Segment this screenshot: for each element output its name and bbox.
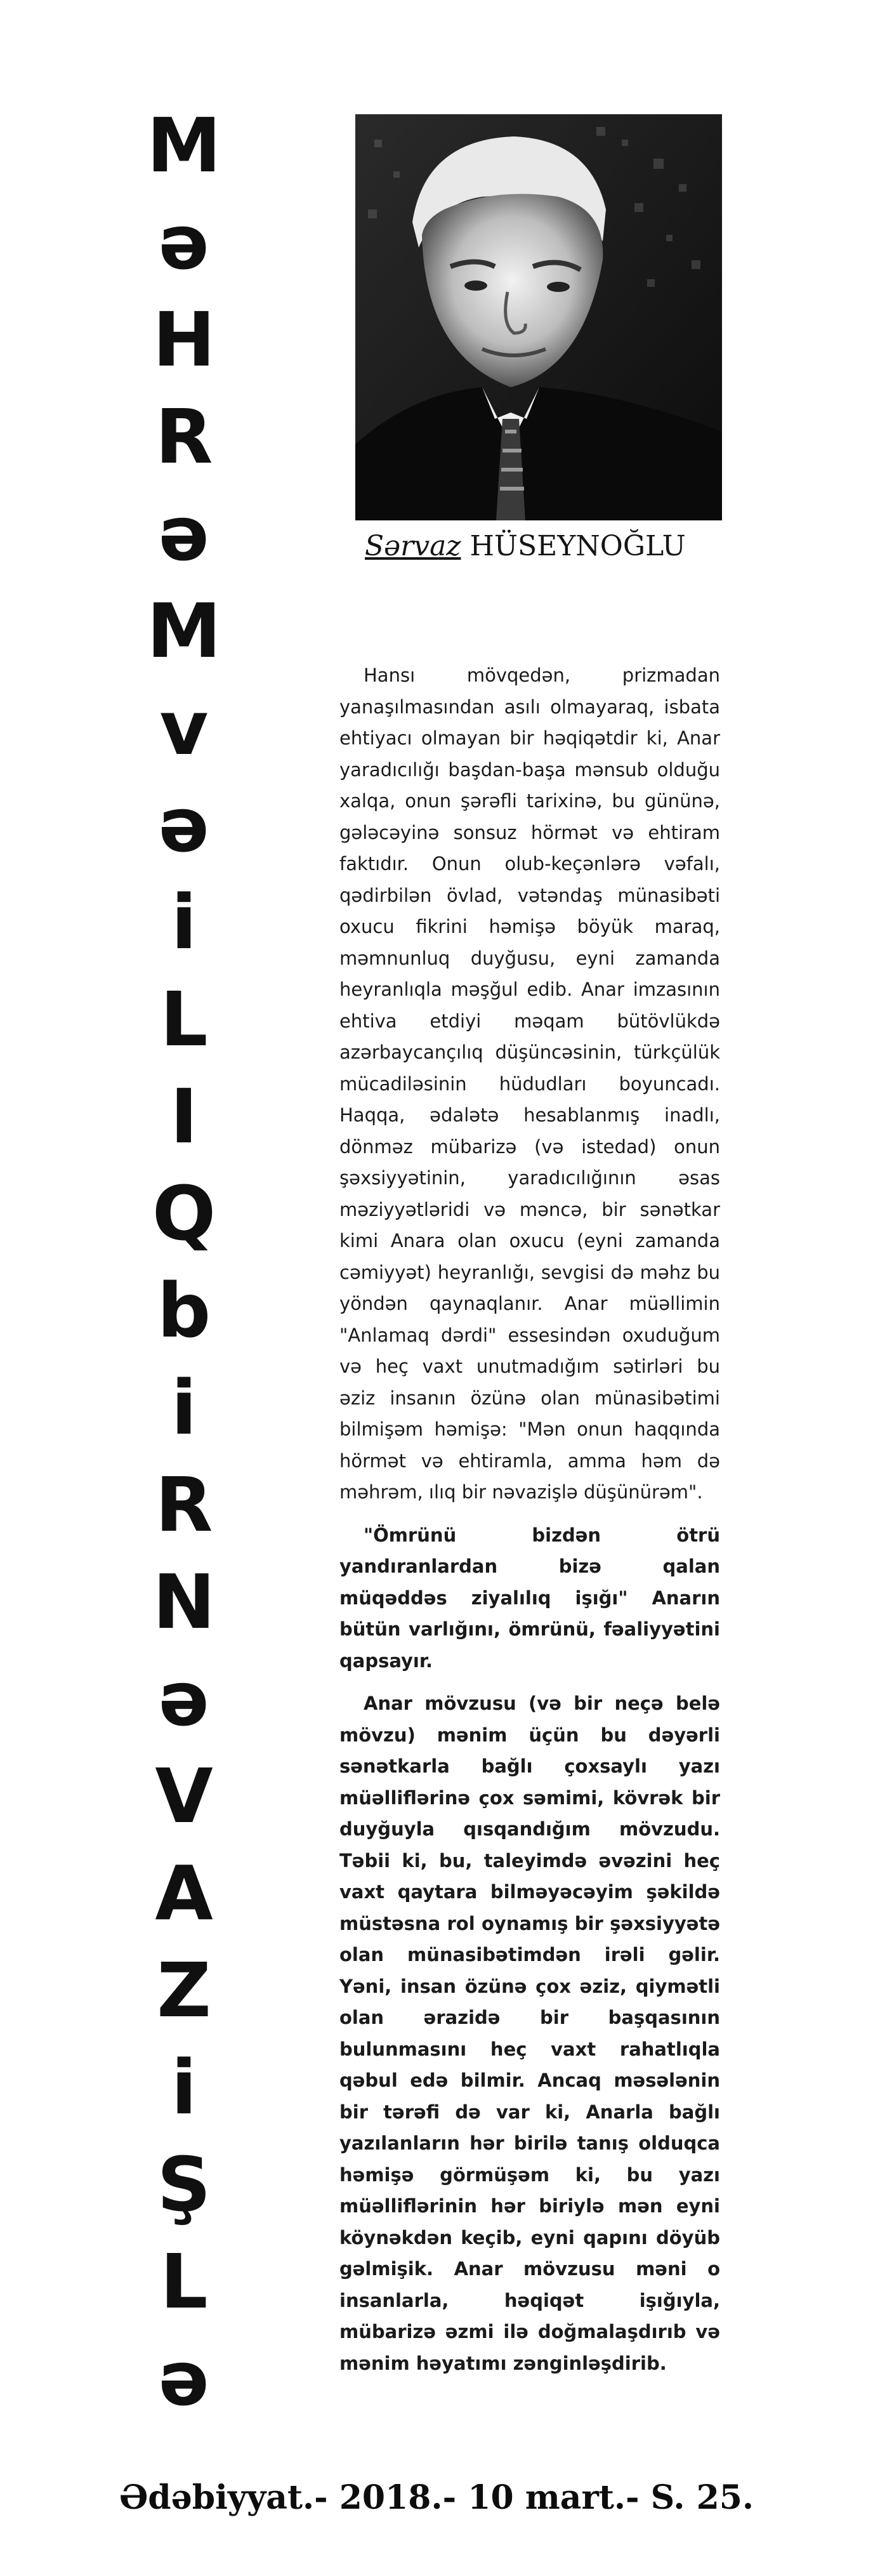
- title-letter: ə: [158, 2335, 210, 2422]
- title-letter: R: [155, 393, 213, 480]
- article-body: [339, 660, 720, 2391]
- title-letter: A: [155, 1849, 213, 1937]
- title-letter: L: [160, 2238, 208, 2325]
- title-letter: Q: [152, 1170, 216, 1257]
- source-citation: Ədəbiyyat.- 2018.- 10 mart.- S. 25.: [119, 2478, 754, 2517]
- author-portrait-photo: [355, 114, 722, 520]
- title-letter: M: [147, 102, 221, 189]
- article-paragraph: Anar mövzusu (və bir neçə belə mövzu) mənim üçün bu dəyərli sənətkarla bağlı çoxsaylı yazı müəlliflərinə çox səmimi, kövrək bir duyğuyla qısqandığım mövzudu. Təbii ki, bu, taleyimdə əvəzini heç vaxt qaytara bilməyəcəyim şəkildə müstəsna rol oynamış bir şəxsiyyətə olan münasibətimdən irəli gəlir. Yəni, insan özünə çox əziz, qiymətli olan ərazidə bir başqasının bulunmasını heç vaxt rahatlıqla qəbul edə bilmir. Ancaq məsələnin bir tərəfi də var ki, Anarla bağlı yazılanların hər birilə tanış olduqca həmişə görmüşəm ki, bu yazı müəlliflərinin hər biriylə mən eyni köynəkdən keçib, eyni qapını döyüb gəlmişik. Anar mövzusu məni o insanlarla, həqiqət işığıyla, mübarizə əzmi ilə doğmalaşdırıb və mənim həyatımı zənginləşdirib.: [339, 1693, 720, 2374]
- title-letter: i: [171, 2044, 197, 2131]
- title-letter: i: [171, 1364, 197, 1451]
- title-letter: ə: [158, 781, 210, 869]
- title-letter: i: [171, 878, 197, 966]
- title-letter: H: [152, 296, 216, 383]
- title-letter: I: [170, 1073, 198, 1160]
- title-letter: Ş: [157, 2141, 211, 2228]
- title-letter: N: [152, 1558, 216, 1646]
- author-byline: [365, 530, 745, 562]
- title-letter: M: [147, 587, 221, 675]
- article-paragraph: Hansı mövqedən, prizmadan yanaşılmasından asılı olmayaraq, isbata ehtiyacı olmayan bir həqiqətdir ki, Anar yaradıcılığı başdan-başa mənsub olduğu xalqa, onun şərəfli tarixinə, bu gününə, gələcəyinə sonsuz hörmət və ehtiram faktıdır. Onun olub-keçənlərə vəfalı, qədirbilən övlad, vətəndaş münasibəti oxucu fikrini həmişə böyük maraq, məmnunluq duyğusu, eyni zamanda heyranlıqla məşğul edib. Anar imzasının ehtiva etdiyi məqam bütövlükdə azərbaycançılıq düşüncəsinin, türkçülük mücadiləsinin hüdudları boyuncadı. Haqqa, ədalətə hesablanmış inadlı, dönməz mübarizə (və istedad) onun şəxsiyyətinin, yaradıcılığının əsas məziyyətləridi və məncə, bir sənətkar kimi Anara olan oxucu (eyni zamanda cəmiyyət) heyranlığı, sevgisi də məhz bu yöndən qaynaqlanır. Anar müəllimin "Anlamaq dərdi" essesindən oxuduğum və heç vaxt unutmadığım sətirləri bu əziz insanın özünə olan münasibətimi bilmişəm həmişə: "Mən onun haqqında hörmət və ehtiramla, amma həm də məhrəm, ılıq bir nəvazişlə düşünürəm".: [339, 664, 720, 1503]
- title-letter: V: [155, 1752, 213, 1840]
- title-letter: R: [155, 1461, 213, 1549]
- title-letter: ə: [158, 199, 210, 286]
- title-letter: Z: [157, 1946, 211, 2034]
- author-first-name: Sərvaz: [365, 530, 461, 562]
- title-letter: v: [159, 684, 209, 772]
- title-letter: ə: [158, 490, 210, 578]
- title-letter: ə: [158, 1655, 210, 1743]
- title-letter: b: [157, 1267, 211, 1354]
- title-letter: L: [160, 975, 208, 1063]
- article-paragraph: "Ömrünü bizdən ötrü yandıranlardan bizə qalan müqəddəs ziyalılıq işığı" Anarın bütün varlığını, ömrünü, fəaliyyətini qapsayır.: [339, 1524, 720, 1672]
- author-last-name: HÜSEYNOĞLU: [469, 530, 686, 562]
